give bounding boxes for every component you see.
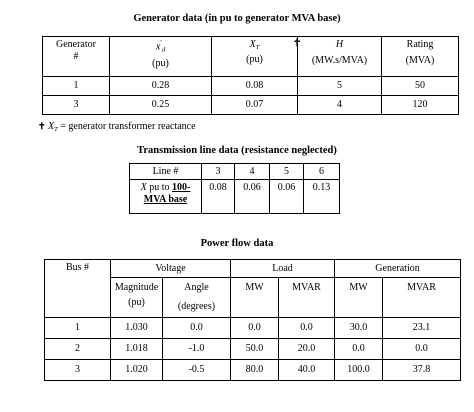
h-symbol: H (335, 39, 344, 50)
dagger-mark: ✝ (293, 38, 302, 49)
cell-gen-mw: 30.0 (335, 318, 383, 339)
angle-label: Angle (184, 282, 209, 293)
header-rating (382, 37, 459, 77)
header-xt (212, 37, 302, 77)
powerflow-table (44, 259, 461, 381)
xd-symbol: $x'_d$ (155, 39, 166, 54)
footnote (38, 121, 196, 133)
x-value: 0.08 (202, 180, 235, 214)
cell-magnitude: 1.020 (111, 360, 163, 381)
line-number-row (130, 164, 340, 180)
header-generator-label: Generator (56, 39, 96, 50)
cell-bus: 2 (45, 339, 111, 360)
cell-gen-mvar: 23.1 (383, 318, 461, 339)
cell-gen-mvar: 37.8 (383, 360, 461, 381)
cell-xt: 0.08 (212, 77, 298, 96)
line-number: 3 (202, 164, 235, 180)
transmission-table (129, 163, 340, 214)
cell-xd: 0.25 (110, 96, 212, 115)
powerflow-table-title: Power flow data (200, 238, 274, 249)
header-generation: Generation (335, 260, 461, 278)
rating-label: Rating (406, 39, 434, 50)
table-row (45, 360, 461, 381)
x-value: 0.13 (304, 180, 340, 214)
cell-bus: 3 (45, 360, 111, 381)
header-voltage: Voltage (111, 260, 231, 278)
powerflow-header-row-1 (45, 260, 461, 278)
header-load-mvar: MVAR (279, 278, 335, 318)
cell-bus: 1 (45, 318, 111, 339)
cell-angle: -1.0 (163, 339, 231, 360)
table-row (45, 339, 461, 360)
cell-load-mw: 0.0 (231, 318, 279, 339)
header-bus: Bus # (45, 260, 111, 318)
header-load: Load (231, 260, 335, 278)
xd-unit: (pu) (152, 58, 169, 70)
cell-load-mw: 80.0 (231, 360, 279, 381)
cell-gen-mvar: 0.0 (383, 339, 461, 360)
header-gen-mvar: MVAR (383, 278, 461, 318)
cell-load-mvar: 20.0 (279, 339, 335, 360)
cell-angle: -0.5 (163, 360, 231, 381)
header-generator-hash: # (73, 51, 79, 62)
table-row (43, 77, 459, 96)
header-magnitude (111, 278, 163, 318)
magnitude-label: Magnitude (114, 282, 159, 293)
table-row (45, 318, 461, 339)
x-value-row (130, 180, 340, 214)
footnote-symbol: X (48, 121, 55, 132)
generator-table (42, 36, 459, 115)
header-gen-mw: MW (335, 278, 383, 318)
cell-xt: 0.07 (212, 96, 298, 115)
cell-magnitude: 1.030 (111, 318, 163, 339)
header-angle (163, 278, 231, 318)
x-value: 0.06 (270, 180, 304, 214)
rating-unit: (MVA) (405, 55, 435, 66)
generator-header-row (43, 37, 459, 77)
cell-gen-mw: 100.0 (335, 360, 383, 381)
line-number: 6 (304, 164, 340, 180)
angle-unit: (degrees) (177, 301, 216, 312)
generator-table-title: Generator data (in pu to generator MVA base) (133, 13, 341, 24)
line-number: 5 (270, 164, 304, 180)
h-unit: (MW.s/MVA) (311, 55, 368, 66)
cell-rating: 50 (382, 77, 459, 96)
x-label-base: 100-MVA base (143, 182, 191, 205)
cell-gen: 3 (43, 96, 110, 115)
cell-gen: 1 (43, 77, 110, 96)
xt-unit: (pu) (246, 53, 263, 65)
cell-xd: 0.28 (110, 77, 212, 96)
line-number: 4 (235, 164, 270, 180)
transmission-table-title: Transmission line data (resistance neglected) (137, 145, 337, 156)
cell-gen-mw: 0.0 (335, 339, 383, 360)
cell-load-mvar: 40.0 (279, 360, 335, 381)
line-label: Line # (130, 164, 202, 180)
magnitude-unit: (pu) (128, 297, 145, 308)
cell-magnitude: 1.018 (111, 339, 163, 360)
cell-load-mw: 50.0 (231, 339, 279, 360)
header-h (298, 37, 382, 77)
cell-h: 5 (298, 77, 382, 96)
cell-rating: 120 (382, 96, 459, 115)
table-row (43, 96, 459, 115)
header-xd (110, 37, 212, 77)
x-label-text: pu to (146, 182, 173, 193)
header-load-mw: MW (231, 278, 279, 318)
footnote-text: = generator transformer reactance (57, 121, 196, 132)
x-label-symbol: X (140, 182, 147, 193)
x-label (130, 180, 202, 214)
xt-symbol: $X_T$ ✝ (249, 38, 302, 51)
cell-h: 4 (298, 96, 382, 115)
cell-angle: 0.0 (163, 318, 231, 339)
header-generator (43, 37, 110, 77)
footnote-subscript: T (54, 126, 58, 133)
footnote-dagger: ✝ (38, 121, 46, 131)
cell-load-mvar: 0.0 (279, 318, 335, 339)
x-value: 0.06 (235, 180, 270, 214)
